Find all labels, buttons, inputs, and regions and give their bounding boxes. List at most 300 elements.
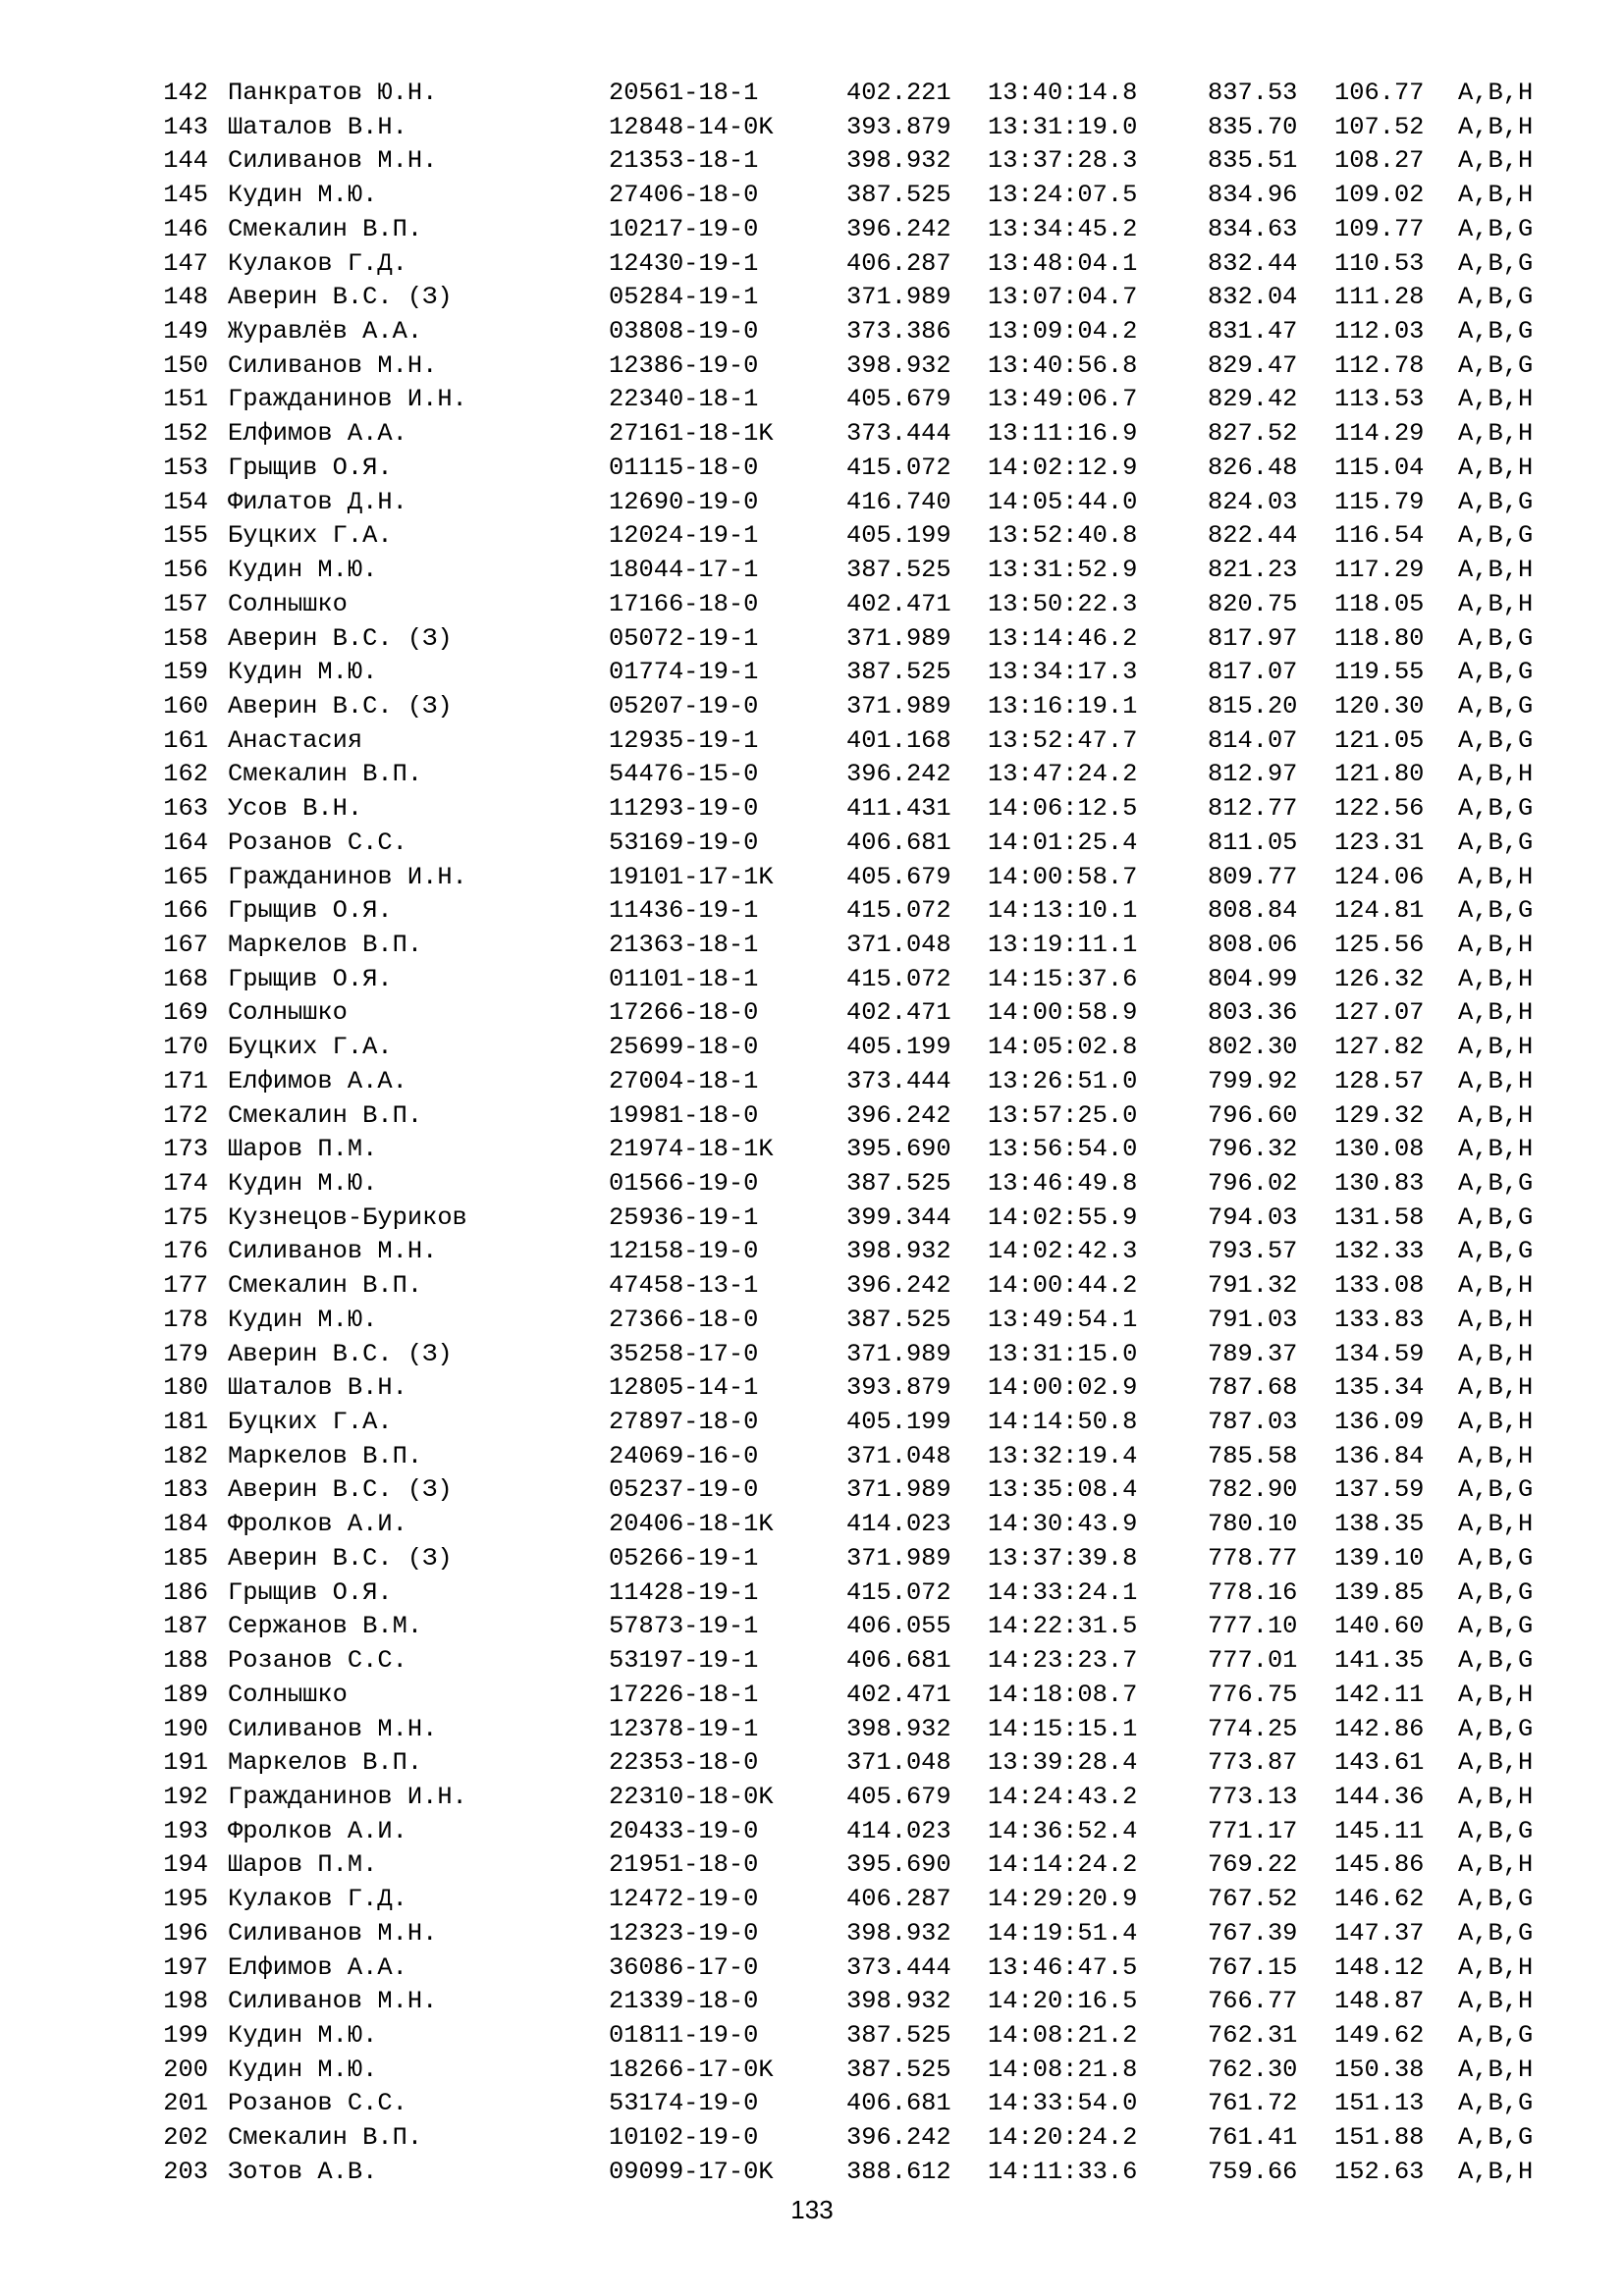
ring-number-cell: 18266-17-0K bbox=[609, 2055, 774, 2084]
speed-cell: 808.06 bbox=[1208, 930, 1298, 959]
distance-cell: 405.679 bbox=[846, 385, 951, 414]
fancier-name-cell: Смекалин В.П. bbox=[228, 2123, 423, 2153]
place-cell: 168 bbox=[163, 964, 208, 993]
arrival-time-cell: 13:26:51.0 bbox=[988, 1066, 1138, 1095]
arrival-time-cell: 13:16:19.1 bbox=[988, 691, 1138, 721]
distance-cell: 388.612 bbox=[846, 2157, 951, 2186]
fancier-name-cell: Силиванов М.Н. bbox=[228, 350, 438, 380]
arrival-time-cell: 13:56:54.0 bbox=[988, 1135, 1138, 1164]
distance-cell: 387.525 bbox=[846, 2020, 951, 2050]
group-cell: A,B,H bbox=[1458, 112, 1534, 141]
ring-number-cell: 22353-18-0 bbox=[609, 1748, 759, 1778]
place-cell: 170 bbox=[163, 1033, 208, 1062]
ring-number-cell: 53197-19-1 bbox=[609, 1646, 759, 1676]
place-cell: 160 bbox=[163, 691, 208, 721]
distance-cell: 373.386 bbox=[846, 317, 951, 347]
ring-number-cell: 17226-18-1 bbox=[609, 1680, 759, 1709]
distance-cell: 406.055 bbox=[846, 1612, 951, 1641]
place-cell: 158 bbox=[163, 623, 208, 653]
arrival-time-cell: 13:31:19.0 bbox=[988, 112, 1138, 141]
speed-cell: 777.10 bbox=[1208, 1612, 1298, 1641]
speed-cell: 834.96 bbox=[1208, 181, 1298, 210]
arrival-time-cell: 14:00:02.9 bbox=[988, 1373, 1138, 1403]
distance-cell: 406.681 bbox=[846, 828, 951, 857]
group-cell: A,B,H bbox=[1458, 760, 1534, 789]
arrival-time-cell: 13:35:08.4 bbox=[988, 1475, 1138, 1505]
place-cell: 202 bbox=[163, 2123, 208, 2153]
arrival-time-cell: 13:57:25.0 bbox=[988, 1100, 1138, 1130]
distance-cell: 402.221 bbox=[846, 79, 951, 107]
speed-cell: 821.23 bbox=[1208, 556, 1298, 585]
distance-cell: 402.471 bbox=[846, 998, 951, 1028]
ring-number-cell: 27161-18-1K bbox=[609, 419, 774, 449]
place-cell: 161 bbox=[163, 725, 208, 755]
ring-number-cell: 12430-19-1 bbox=[609, 248, 759, 278]
ring-number-cell: 22310-18-0K bbox=[609, 1782, 774, 1811]
place-cell: 197 bbox=[163, 1952, 208, 1982]
group-cell: A,B,H bbox=[1458, 1408, 1534, 1437]
speed-cell: 767.15 bbox=[1208, 1952, 1298, 1982]
distance-cell: 373.444 bbox=[846, 1066, 951, 1095]
coefficient-cell: 128.57 bbox=[1334, 1066, 1425, 1095]
place-cell: 178 bbox=[163, 1305, 208, 1334]
speed-cell: 834.63 bbox=[1208, 214, 1298, 243]
fancier-name-cell: Кудин М.Ю. bbox=[228, 1305, 378, 1334]
speed-cell: 766.77 bbox=[1208, 1987, 1298, 2016]
speed-cell: 812.97 bbox=[1208, 760, 1298, 789]
place-cell: 147 bbox=[163, 248, 208, 278]
distance-cell: 387.525 bbox=[846, 556, 951, 585]
coefficient-cell: 118.80 bbox=[1334, 623, 1425, 653]
place-cell: 149 bbox=[163, 317, 208, 347]
group-cell: A,B,G bbox=[1458, 1714, 1534, 1743]
fancier-name-cell: Аверин В.С. (З) bbox=[228, 1339, 453, 1368]
arrival-time-cell: 14:00:58.9 bbox=[988, 998, 1138, 1028]
coefficient-cell: 115.04 bbox=[1334, 453, 1425, 482]
ring-number-cell: 05237-19-0 bbox=[609, 1475, 759, 1505]
ring-number-cell: 12472-19-0 bbox=[609, 1885, 759, 1914]
ring-number-cell: 01115-18-0 bbox=[609, 453, 759, 482]
place-cell: 169 bbox=[163, 998, 208, 1028]
ring-number-cell: 18044-17-1 bbox=[609, 556, 759, 585]
speed-cell: 793.57 bbox=[1208, 1237, 1298, 1266]
place-cell: 157 bbox=[163, 589, 208, 618]
distance-cell: 406.681 bbox=[846, 1646, 951, 1676]
ring-number-cell: 11436-19-1 bbox=[609, 896, 759, 926]
group-cell: A,B,G bbox=[1458, 1237, 1534, 1266]
distance-cell: 395.690 bbox=[846, 1850, 951, 1880]
group-cell: A,B,H bbox=[1458, 1952, 1534, 1982]
arrival-time-cell: 13:49:06.7 bbox=[988, 385, 1138, 414]
coefficient-cell: 130.08 bbox=[1334, 1135, 1425, 1164]
place-cell: 199 bbox=[163, 2020, 208, 2050]
coefficient-cell: 151.88 bbox=[1334, 2123, 1425, 2153]
ring-number-cell: 25936-19-1 bbox=[609, 1202, 759, 1232]
fancier-name-cell: Елфимов А.А. bbox=[228, 1952, 407, 1982]
fancier-name-cell: Буцких Г.А. bbox=[228, 1408, 393, 1437]
group-cell: A,B,G bbox=[1458, 691, 1534, 721]
group-cell: A,B,G bbox=[1458, 2123, 1534, 2153]
group-cell: A,B,G bbox=[1458, 1918, 1534, 1948]
group-cell: A,B,H bbox=[1458, 964, 1534, 993]
speed-cell: 777.01 bbox=[1208, 1646, 1298, 1676]
fancier-name-cell: Грыщив О.Я. bbox=[228, 1577, 393, 1607]
fancier-name-cell: Маркелов В.П. bbox=[228, 1748, 423, 1778]
arrival-time-cell: 14:29:20.9 bbox=[988, 1885, 1138, 1914]
speed-cell: 787.68 bbox=[1208, 1373, 1298, 1403]
speed-cell: 799.92 bbox=[1208, 1066, 1298, 1095]
coefficient-cell: 121.05 bbox=[1334, 725, 1425, 755]
fancier-name-cell: Филатов Д.Н. bbox=[228, 487, 407, 516]
group-cell: A,B,H bbox=[1458, 1271, 1534, 1301]
place-cell: 164 bbox=[163, 828, 208, 857]
arrival-time-cell: 14:22:31.5 bbox=[988, 1612, 1138, 1641]
fancier-name-cell: Розанов С.С. bbox=[228, 828, 407, 857]
arrival-time-cell: 14:14:50.8 bbox=[988, 1408, 1138, 1437]
coefficient-cell: 106.77 bbox=[1334, 79, 1425, 107]
coefficient-cell: 114.29 bbox=[1334, 419, 1425, 449]
speed-cell: 811.05 bbox=[1208, 828, 1298, 857]
ring-number-cell: 27406-18-0 bbox=[609, 181, 759, 210]
place-cell: 142 bbox=[163, 79, 208, 107]
speed-cell: 785.58 bbox=[1208, 1441, 1298, 1470]
distance-cell: 371.989 bbox=[846, 1339, 951, 1368]
group-cell: A,B,G bbox=[1458, 214, 1534, 243]
coefficient-cell: 109.77 bbox=[1334, 214, 1425, 243]
fancier-name-cell: Аверин В.С. (З) bbox=[228, 1543, 453, 1573]
place-cell: 198 bbox=[163, 1987, 208, 2016]
fancier-name-cell: Аверин В.С. (З) bbox=[228, 691, 453, 721]
group-cell: A,B,H bbox=[1458, 1339, 1534, 1368]
fancier-name-cell: Буцких Г.А. bbox=[228, 521, 393, 551]
place-cell: 185 bbox=[163, 1543, 208, 1573]
distance-cell: 371.048 bbox=[846, 1748, 951, 1778]
fancier-name-cell: Кузнецов-Буриков bbox=[228, 1202, 467, 1232]
speed-cell: 761.41 bbox=[1208, 2123, 1298, 2153]
speed-cell: 802.30 bbox=[1208, 1033, 1298, 1062]
group-cell: A,B,G bbox=[1458, 350, 1534, 380]
distance-cell: 371.048 bbox=[846, 930, 951, 959]
arrival-time-cell: 14:33:24.1 bbox=[988, 1577, 1138, 1607]
ring-number-cell: 54476-15-0 bbox=[609, 760, 759, 789]
coefficient-cell: 122.56 bbox=[1334, 794, 1425, 824]
speed-cell: 835.70 bbox=[1208, 112, 1298, 141]
coefficient-cell: 129.32 bbox=[1334, 1100, 1425, 1130]
fancier-name-cell: Елфимов А.А. bbox=[228, 419, 407, 449]
arrival-time-cell: 14:05:02.8 bbox=[988, 1033, 1138, 1062]
fancier-name-cell: Кулаков Г.Д. bbox=[228, 248, 407, 278]
speed-cell: 809.77 bbox=[1208, 862, 1298, 891]
place-cell: 177 bbox=[163, 1271, 208, 1301]
group-cell: A,B,H bbox=[1458, 998, 1534, 1028]
fancier-name-cell: Журавлёв А.А. bbox=[228, 317, 423, 347]
fancier-name-cell: Солнышко bbox=[228, 589, 348, 618]
speed-cell: 815.20 bbox=[1208, 691, 1298, 721]
coefficient-cell: 134.59 bbox=[1334, 1339, 1425, 1368]
ring-number-cell: 21363-18-1 bbox=[609, 930, 759, 959]
coefficient-cell: 140.60 bbox=[1334, 1612, 1425, 1641]
arrival-time-cell: 13:40:14.8 bbox=[988, 79, 1138, 107]
coefficient-cell: 137.59 bbox=[1334, 1475, 1425, 1505]
distance-cell: 405.199 bbox=[846, 1408, 951, 1437]
speed-cell: 791.32 bbox=[1208, 1271, 1298, 1301]
fancier-name-cell: Кудин М.Ю. bbox=[228, 2055, 378, 2084]
ring-number-cell: 22340-18-1 bbox=[609, 385, 759, 414]
coefficient-cell: 119.55 bbox=[1334, 658, 1425, 687]
place-cell: 188 bbox=[163, 1646, 208, 1676]
speed-cell: 782.90 bbox=[1208, 1475, 1298, 1505]
fancier-name-cell: Грыщив О.Я. bbox=[228, 964, 393, 993]
ring-number-cell: 10217-19-0 bbox=[609, 214, 759, 243]
ring-number-cell: 20406-18-1K bbox=[609, 1510, 774, 1539]
group-cell: A,B,H bbox=[1458, 1510, 1534, 1539]
speed-cell: 837.53 bbox=[1208, 79, 1298, 107]
fancier-name-cell: Силиванов М.Н. bbox=[228, 1237, 438, 1266]
coefficient-cell: 107.52 bbox=[1334, 112, 1425, 141]
fancier-name-cell: Кудин М.Ю. bbox=[228, 2020, 378, 2050]
group-cell: A,B,G bbox=[1458, 1169, 1534, 1198]
speed-cell: 808.84 bbox=[1208, 896, 1298, 926]
ring-number-cell: 12158-19-0 bbox=[609, 1237, 759, 1266]
speed-cell: 778.16 bbox=[1208, 1577, 1298, 1607]
place-cell: 179 bbox=[163, 1339, 208, 1368]
group-cell: A,B,G bbox=[1458, 2020, 1534, 2050]
distance-cell: 406.681 bbox=[846, 2089, 951, 2118]
place-cell: 153 bbox=[163, 453, 208, 482]
fancier-name-cell: Маркелов В.П. bbox=[228, 930, 423, 959]
coefficient-cell: 146.62 bbox=[1334, 1885, 1425, 1914]
group-cell: A,B,H bbox=[1458, 1135, 1534, 1164]
speed-cell: 769.22 bbox=[1208, 1850, 1298, 1880]
fancier-name-cell: Шаров П.М. bbox=[228, 1135, 378, 1164]
distance-cell: 402.471 bbox=[846, 589, 951, 618]
group-cell: A,B,H bbox=[1458, 79, 1534, 107]
place-cell: 183 bbox=[163, 1475, 208, 1505]
ring-number-cell: 20561-18-1 bbox=[609, 79, 759, 107]
distance-cell: 411.431 bbox=[846, 794, 951, 824]
fancier-name-cell: Силиванов М.Н. bbox=[228, 146, 438, 176]
group-cell: A,B,G bbox=[1458, 521, 1534, 551]
place-cell: 203 bbox=[163, 2157, 208, 2186]
coefficient-cell: 148.87 bbox=[1334, 1987, 1425, 2016]
speed-cell: 778.77 bbox=[1208, 1543, 1298, 1573]
speed-cell: 804.99 bbox=[1208, 964, 1298, 993]
arrival-time-cell: 13:19:11.1 bbox=[988, 930, 1138, 959]
ring-number-cell: 12935-19-1 bbox=[609, 725, 759, 755]
speed-cell: 762.30 bbox=[1208, 2055, 1298, 2084]
ring-number-cell: 20433-19-0 bbox=[609, 1816, 759, 1845]
arrival-time-cell: 14:23:23.7 bbox=[988, 1646, 1138, 1676]
ring-number-cell: 57873-19-1 bbox=[609, 1612, 759, 1641]
coefficient-cell: 130.83 bbox=[1334, 1169, 1425, 1198]
ring-number-cell: 27897-18-0 bbox=[609, 1408, 759, 1437]
group-cell: A,B,H bbox=[1458, 453, 1534, 482]
ring-number-cell: 35258-17-0 bbox=[609, 1339, 759, 1368]
distance-cell: 406.287 bbox=[846, 248, 951, 278]
arrival-time-cell: 14:13:10.1 bbox=[988, 896, 1138, 926]
group-cell: A,B,G bbox=[1458, 317, 1534, 347]
speed-cell: 824.03 bbox=[1208, 487, 1298, 516]
distance-cell: 414.023 bbox=[846, 1816, 951, 1845]
distance-cell: 396.242 bbox=[846, 1271, 951, 1301]
speed-cell: 803.36 bbox=[1208, 998, 1298, 1028]
fancier-name-cell: Силиванов М.Н. bbox=[228, 1987, 438, 2016]
speed-cell: 787.03 bbox=[1208, 1408, 1298, 1437]
group-cell: A,B,G bbox=[1458, 896, 1534, 926]
distance-cell: 371.989 bbox=[846, 283, 951, 312]
speed-cell: 773.87 bbox=[1208, 1748, 1298, 1778]
arrival-time-cell: 14:02:12.9 bbox=[988, 453, 1138, 482]
place-cell: 201 bbox=[163, 2089, 208, 2118]
coefficient-cell: 145.86 bbox=[1334, 1850, 1425, 1880]
place-cell: 145 bbox=[163, 181, 208, 210]
place-cell: 165 bbox=[163, 862, 208, 891]
place-cell: 173 bbox=[163, 1135, 208, 1164]
speed-cell: 774.25 bbox=[1208, 1714, 1298, 1743]
fancier-name-cell: Панкратов Ю.Н. bbox=[228, 79, 438, 107]
fancier-name-cell: Смекалин В.П. bbox=[228, 214, 423, 243]
coefficient-cell: 132.33 bbox=[1334, 1237, 1425, 1266]
distance-cell: 387.525 bbox=[846, 1169, 951, 1198]
speed-cell: 789.37 bbox=[1208, 1339, 1298, 1368]
arrival-time-cell: 14:20:24.2 bbox=[988, 2123, 1138, 2153]
place-cell: 146 bbox=[163, 214, 208, 243]
arrival-time-cell: 14:20:16.5 bbox=[988, 1987, 1138, 2016]
place-cell: 180 bbox=[163, 1373, 208, 1403]
speed-cell: 771.17 bbox=[1208, 1816, 1298, 1845]
distance-cell: 414.023 bbox=[846, 1510, 951, 1539]
ring-number-cell: 10102-19-0 bbox=[609, 2123, 759, 2153]
ring-number-cell: 21951-18-0 bbox=[609, 1850, 759, 1880]
arrival-time-cell: 13:31:52.9 bbox=[988, 556, 1138, 585]
arrival-time-cell: 13:48:04.1 bbox=[988, 248, 1138, 278]
ring-number-cell: 05207-19-0 bbox=[609, 691, 759, 721]
speed-cell: 796.02 bbox=[1208, 1169, 1298, 1198]
place-cell: 163 bbox=[163, 794, 208, 824]
coefficient-cell: 112.03 bbox=[1334, 317, 1425, 347]
fancier-name-cell: Аверин В.С. (З) bbox=[228, 623, 453, 653]
speed-cell: 794.03 bbox=[1208, 1202, 1298, 1232]
group-cell: A,B,H bbox=[1458, 181, 1534, 210]
speed-cell: 762.31 bbox=[1208, 2020, 1298, 2050]
place-cell: 186 bbox=[163, 1577, 208, 1607]
ring-number-cell: 36086-17-0 bbox=[609, 1952, 759, 1982]
group-cell: A,B,G bbox=[1458, 623, 1534, 653]
group-cell: A,B,H bbox=[1458, 1987, 1534, 2016]
arrival-time-cell: 14:00:44.2 bbox=[988, 1271, 1138, 1301]
group-cell: A,B,H bbox=[1458, 862, 1534, 891]
ring-number-cell: 12805-14-1 bbox=[609, 1373, 759, 1403]
fancier-name-cell: Гражданинов И.Н. bbox=[228, 1782, 467, 1811]
group-cell: A,B,G bbox=[1458, 1646, 1534, 1676]
distance-cell: 387.525 bbox=[846, 181, 951, 210]
place-cell: 154 bbox=[163, 487, 208, 516]
fancier-name-cell: Шаталов В.Н. bbox=[228, 112, 407, 141]
ring-number-cell: 11428-19-1 bbox=[609, 1577, 759, 1607]
distance-cell: 405.199 bbox=[846, 1033, 951, 1062]
distance-cell: 415.072 bbox=[846, 964, 951, 993]
group-cell: A,B,H bbox=[1458, 556, 1534, 585]
coefficient-cell: 113.53 bbox=[1334, 385, 1425, 414]
coefficient-cell: 118.05 bbox=[1334, 589, 1425, 618]
fancier-name-cell: Смекалин В.П. bbox=[228, 1100, 423, 1130]
speed-cell: 817.07 bbox=[1208, 658, 1298, 687]
arrival-time-cell: 14:36:52.4 bbox=[988, 1816, 1138, 1845]
place-cell: 187 bbox=[163, 1612, 208, 1641]
place-cell: 156 bbox=[163, 556, 208, 585]
ring-number-cell: 21339-18-0 bbox=[609, 1987, 759, 2016]
group-cell: A,B,H bbox=[1458, 419, 1534, 449]
arrival-time-cell: 13:11:16.9 bbox=[988, 419, 1138, 449]
arrival-time-cell: 13:39:28.4 bbox=[988, 1748, 1138, 1778]
ring-number-cell: 27366-18-0 bbox=[609, 1305, 759, 1334]
distance-cell: 371.989 bbox=[846, 1543, 951, 1573]
fancier-name-cell: Силиванов М.Н. bbox=[228, 1918, 438, 1948]
arrival-time-cell: 14:06:12.5 bbox=[988, 794, 1138, 824]
distance-cell: 406.287 bbox=[846, 1885, 951, 1914]
distance-cell: 396.242 bbox=[846, 760, 951, 789]
coefficient-cell: 145.11 bbox=[1334, 1816, 1425, 1845]
arrival-time-cell: 13:34:45.2 bbox=[988, 214, 1138, 243]
arrival-time-cell: 13:34:17.3 bbox=[988, 658, 1138, 687]
fancier-name-cell: Кулаков Г.Д. bbox=[228, 1885, 407, 1914]
arrival-time-cell: 14:19:51.4 bbox=[988, 1918, 1138, 1948]
distance-cell: 405.679 bbox=[846, 862, 951, 891]
group-cell: A,B,H bbox=[1458, 589, 1534, 618]
ring-number-cell: 09099-17-0K bbox=[609, 2157, 774, 2186]
arrival-time-cell: 14:08:21.2 bbox=[988, 2020, 1138, 2050]
coefficient-cell: 148.12 bbox=[1334, 1952, 1425, 1982]
fancier-name-cell: Кудин М.Ю. bbox=[228, 556, 378, 585]
arrival-time-cell: 14:18:08.7 bbox=[988, 1680, 1138, 1709]
coefficient-cell: 138.35 bbox=[1334, 1510, 1425, 1539]
speed-cell: 814.07 bbox=[1208, 725, 1298, 755]
fancier-name-cell: Кудин М.Ю. bbox=[228, 658, 378, 687]
arrival-time-cell: 14:15:37.6 bbox=[988, 964, 1138, 993]
group-cell: A,B,G bbox=[1458, 828, 1534, 857]
coefficient-cell: 136.84 bbox=[1334, 1441, 1425, 1470]
ring-number-cell: 27004-18-1 bbox=[609, 1066, 759, 1095]
coefficient-cell: 143.61 bbox=[1334, 1748, 1425, 1778]
speed-cell: 827.52 bbox=[1208, 419, 1298, 449]
coefficient-cell: 124.81 bbox=[1334, 896, 1425, 926]
group-cell: A,B,G bbox=[1458, 1475, 1534, 1505]
coefficient-cell: 139.85 bbox=[1334, 1577, 1425, 1607]
place-cell: 151 bbox=[163, 385, 208, 414]
speed-cell: 817.97 bbox=[1208, 623, 1298, 653]
speed-cell: 761.72 bbox=[1208, 2089, 1298, 2118]
speed-cell: 820.75 bbox=[1208, 589, 1298, 618]
place-cell: 155 bbox=[163, 521, 208, 551]
ring-number-cell: 24069-16-0 bbox=[609, 1441, 759, 1470]
group-cell: A,B,G bbox=[1458, 658, 1534, 687]
coefficient-cell: 142.86 bbox=[1334, 1714, 1425, 1743]
place-cell: 143 bbox=[163, 112, 208, 141]
speed-cell: 832.44 bbox=[1208, 248, 1298, 278]
distance-cell: 398.932 bbox=[846, 350, 951, 380]
distance-cell: 371.048 bbox=[846, 1441, 951, 1470]
place-cell: 184 bbox=[163, 1510, 208, 1539]
place-cell: 171 bbox=[163, 1066, 208, 1095]
ring-number-cell: 47458-13-1 bbox=[609, 1271, 759, 1301]
speed-cell: 829.47 bbox=[1208, 350, 1298, 380]
coefficient-cell: 117.29 bbox=[1334, 556, 1425, 585]
coefficient-cell: 108.27 bbox=[1334, 146, 1425, 176]
speed-cell: 776.75 bbox=[1208, 1680, 1298, 1709]
arrival-time-cell: 13:37:39.8 bbox=[988, 1543, 1138, 1573]
place-cell: 174 bbox=[163, 1169, 208, 1198]
group-cell: A,B,G bbox=[1458, 794, 1534, 824]
